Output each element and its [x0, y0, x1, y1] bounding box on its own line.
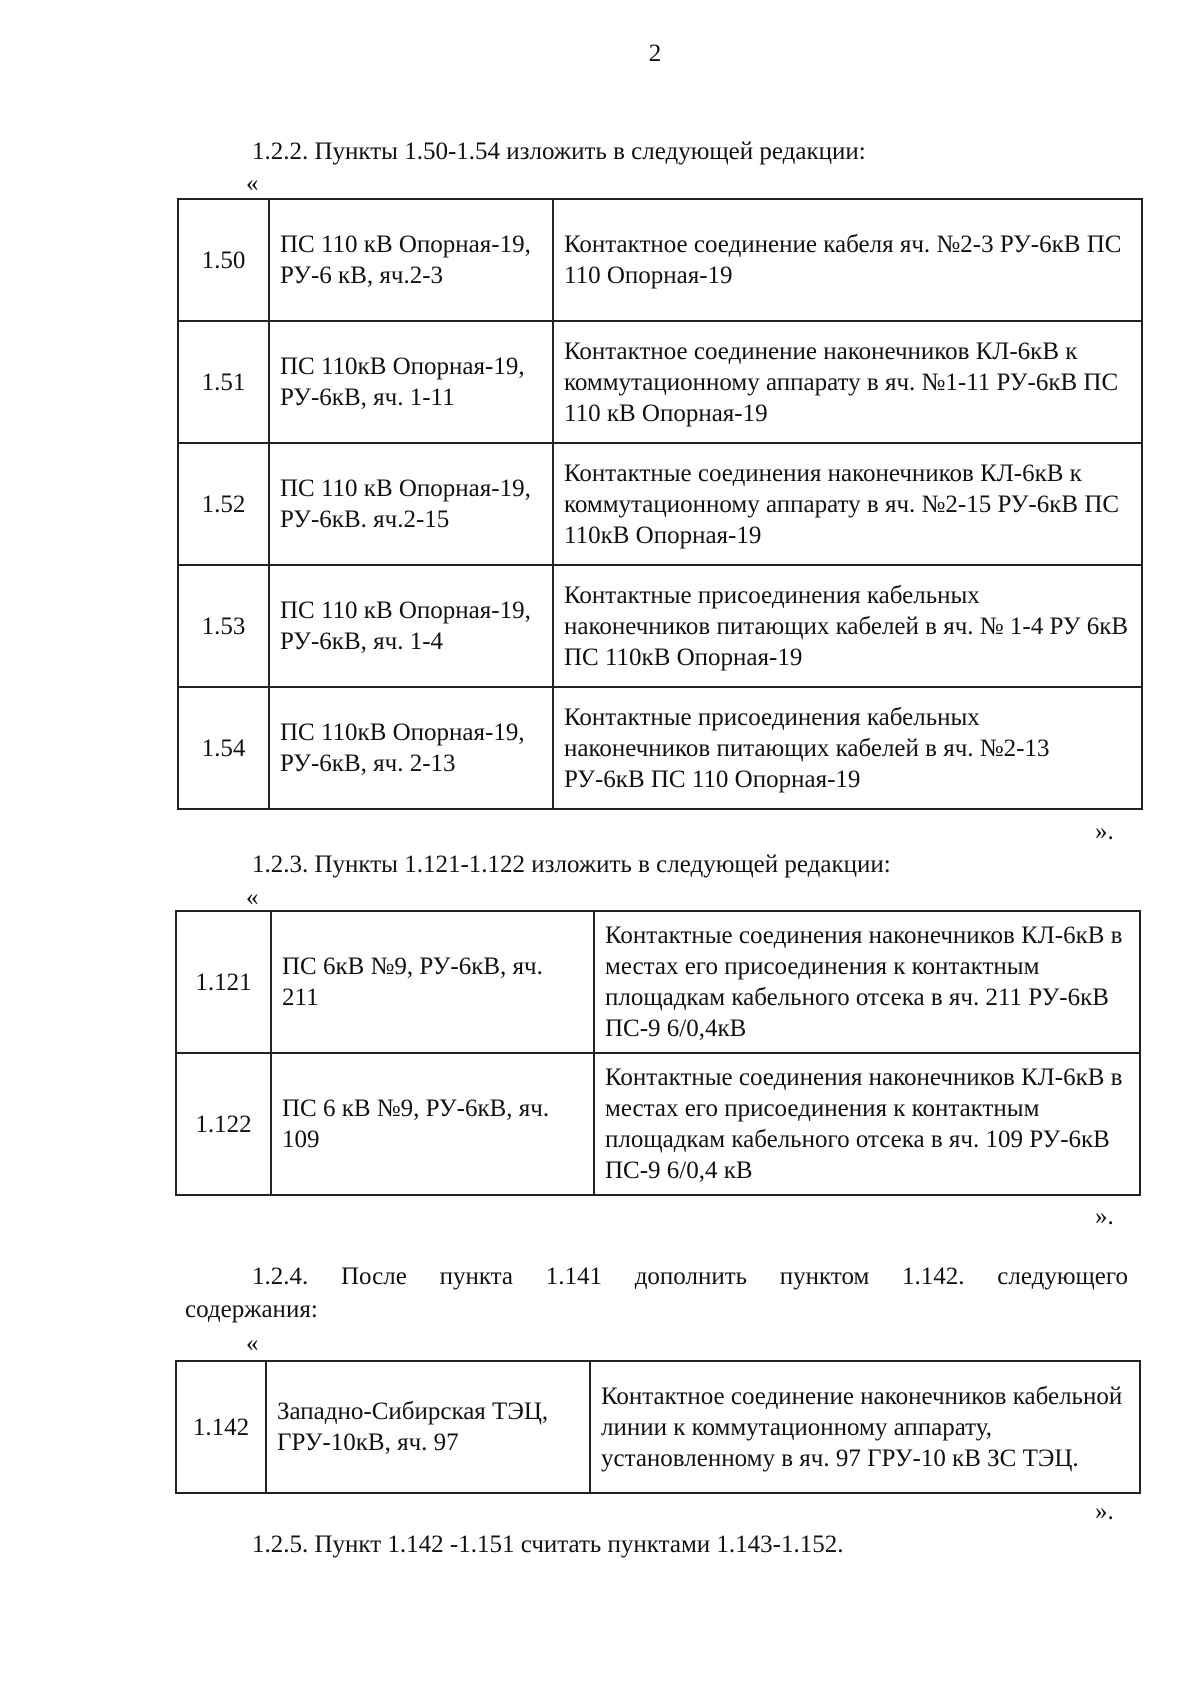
item-number: 1.51	[178, 321, 269, 443]
item-number: 1.121	[176, 911, 271, 1053]
item-description: Контактные присоединения кабельных наконечников питающих кабелей в яч. №2-13 РУ-6кВ ПС 110 Опорная-19	[553, 687, 1142, 809]
open-quote: «	[246, 1330, 259, 1357]
table-row	[178, 199, 1142, 321]
table-row	[176, 1053, 1140, 1195]
table-row	[178, 565, 1142, 687]
item-description: Контактное соединение наконечников кабельной линии к коммутационному аппарату, установленному в яч. 97 ГРУ-10 кВ ЗС ТЭЦ.	[590, 1361, 1140, 1493]
item-location: ПС 110 кВ Опорная-19, РУ-6кВ, яч. 1-4	[269, 565, 553, 687]
item-location: ПС 6кВ №9, РУ-6кВ, яч. 211	[271, 911, 594, 1053]
open-quote: «	[246, 884, 259, 911]
items-table-1	[177, 198, 1143, 810]
item-description: Контактное соединение наконечников КЛ-6кВ к коммутационному аппарату в яч. №1-11 РУ-6кВ ПС 110 кВ Опорная-19	[553, 321, 1142, 443]
item-number: 1.52	[178, 443, 269, 565]
items-table-3	[175, 1360, 1141, 1494]
table-row	[178, 687, 1142, 809]
items-table-2	[175, 910, 1141, 1196]
section-heading: 1.2.2. Пункты 1.50-1.54 изложить в следующей редакции:	[252, 138, 866, 165]
item-location: ПС 110 кВ Опорная-19, РУ-6 кВ, яч.2-3	[269, 199, 553, 321]
close-quote: ».	[1095, 818, 1114, 845]
item-number: 1.50	[178, 199, 269, 321]
item-description: Контактные присоединения кабельных наконечников питающих кабелей в яч. № 1-4 РУ 6кВ ПС 110кВ Опорная-19	[553, 565, 1142, 687]
close-quote: ».	[1095, 1203, 1114, 1230]
item-description: Контактные соединения наконечников КЛ-6кВ к коммутационному аппарату в яч. №2-15 РУ-6кВ ПС 110кВ Опорная-19	[553, 443, 1142, 565]
item-number: 1.142	[176, 1361, 266, 1493]
page-number: 2	[648, 40, 662, 67]
table-row	[178, 321, 1142, 443]
section-heading: 1.2.3. Пункты 1.121-1.122 изложить в следующей редакции:	[252, 851, 891, 878]
item-description: Контактные соединения наконечников КЛ-6кВ в местах его присоединения к контактным площадкам кабельного отсека в яч. 211 РУ-6кВ ПС-9 6/0,4кВ	[594, 911, 1140, 1053]
item-location: Западно-Сибирская ТЭЦ, ГРУ-10кВ, яч. 97	[266, 1361, 590, 1493]
section-heading-continued: содержания:	[185, 1296, 318, 1323]
item-location: ПС 110кВ Опорная-19, РУ-6кВ, яч. 1-11	[269, 321, 553, 443]
table-row	[176, 911, 1140, 1053]
close-quote: ».	[1095, 1498, 1114, 1525]
item-number: 1.54	[178, 687, 269, 809]
item-location: ПС 110 кВ Опорная-19, РУ-6кВ. яч.2-15	[269, 443, 553, 565]
item-location: ПС 110кВ Опорная-19, РУ-6кВ, яч. 2-13	[269, 687, 553, 809]
item-number: 1.53	[178, 565, 269, 687]
item-description: Контактное соединение кабеля яч. №2-3 РУ-6кВ ПС 110 Опорная-19	[553, 199, 1142, 321]
table-row	[176, 1361, 1140, 1493]
item-number: 1.122	[176, 1053, 271, 1195]
table-row	[178, 443, 1142, 565]
open-quote: «	[246, 170, 259, 197]
section-text: 1.2.5. Пункт 1.142 -1.151 считать пунктами 1.143-1.152.	[252, 1531, 844, 1558]
item-location: ПС 6 кВ №9, РУ-6кВ, яч. 109	[271, 1053, 594, 1195]
item-description: Контактные соединения наконечников КЛ-6кВ в местах его присоединения к контактным площадкам кабельного отсека в яч. 109 РУ-6кВ ПС-9 6/0,4 кВ	[594, 1053, 1140, 1195]
section-heading: 1.2.4. После пункта 1.141 дополнить пунктом 1.142. следующего	[252, 1263, 1128, 1290]
